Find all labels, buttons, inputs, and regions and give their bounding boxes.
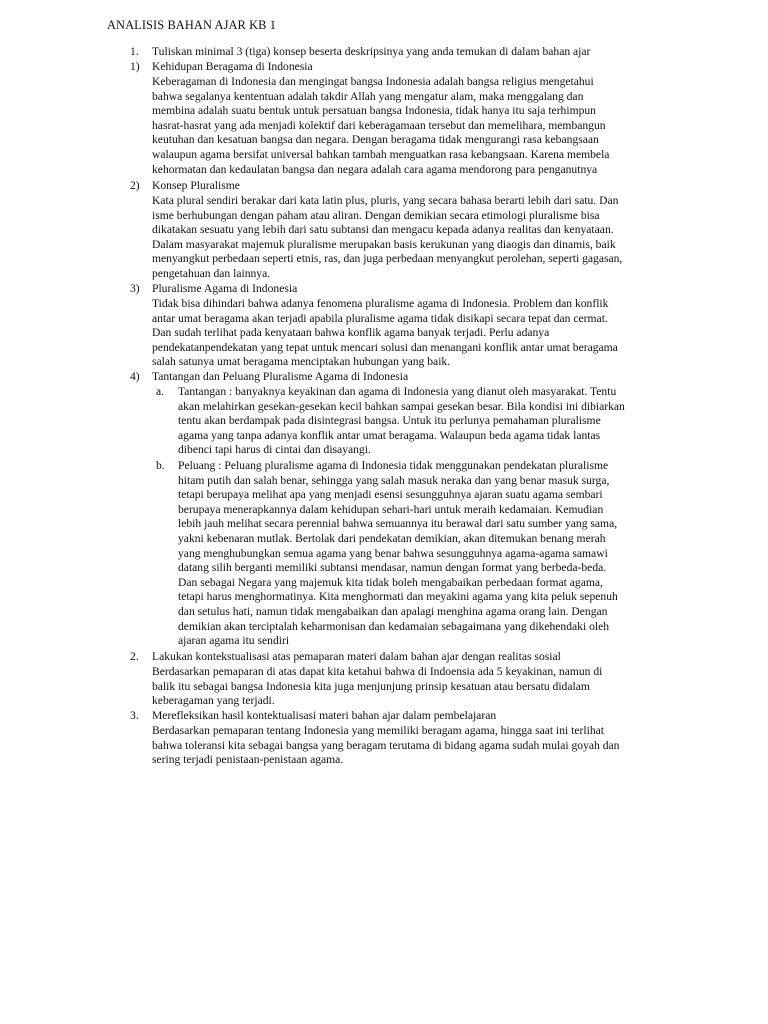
section-4b-body: Peluang : Peluang pluralisme agama di Indonesia tidak menggunakan pendekatan pluralisme hitam putih dan salah benar, sehingga yang salah masuk neraka dan yang benar masuk surga, tetapi berupaya melihat apa yang menjadi esensi sesungguhnya ajaran suatu agama sembari berupaya menerapkannya dalam kehidupan sehari-hari untuk meraih kedamaian. Kemudian lebih jauh melihat secara perennial bahwa semuannya itu berawal dari satu sumber yang sama, yakni kebenaran mutlak. Bertolak dari pendekatan demikian, akan ditemukan benang merah yang menghubungkan semua agama yang benar bahwa sesungguhnya agama-agama samawi datang silih berganti memiliki subtansi mendasar, namun dengan format yang berbeda-beda. Dan sebagai Negara yang majemuk kita tidak boleh mengabaikan perbedaan format agama, tetapi harus menghormatinya. Kita menghormati dan meyakini agama yang kita peluk sepenuh dan setulus hati, namun tidak mengabaikan dan apalagi menghina agama orang lain. Dengan demikian akan terciptalah keharmonisan dan kedamaian sebagaimana yang dikehendaki oleh ajaran agama itu sendiri — [178, 459, 618, 648]
question-3-number: 3. — [130, 709, 139, 722]
section-2-heading: Konsep Pluralisme — [152, 179, 240, 192]
section-4-heading: Tantangan dan Peluang Pluralisme Agama di Indonesia — [152, 370, 409, 383]
section-3-heading: Pluralisme Agama di Indonesia — [152, 282, 298, 295]
question-1-text: Tuliskan minimal 3 (tiga) konsep beserta deskripsinya yang anda temukan di dalam bahan ajar — [152, 45, 591, 58]
section-3-number: 3) — [130, 282, 140, 295]
section-1-heading: Kehidupan Beragama di Indonesia — [152, 60, 313, 73]
question-2-heading: Lakukan kontekstualisasi atas pemaparan materi dalam bahan ajar dengan realitas sosial — [152, 650, 561, 663]
document-title: ANALISIS BAHAN AJAR KB 1 — [107, 18, 277, 32]
question-3-heading: Merefleksikan hasil kontektualisasi materi bahan ajar dalam pembelajaran — [152, 709, 497, 722]
section-4a-body: Tantangan : banyaknya keyakinan dan agama di Indonesia yang dianut oleh masyarakat. Tentu akan melahirkan gesekan-gesekan kecil bahkan sampai gesekan besar. Bila kondisi ini dibiarkan tentu akan berdampak pada disintegrasi bangsa. Untuk itu perlunya pemahaman pluralisme agama yang tanpa adanya konflik antar umat beragama. Walaupun beda agama tidak lantas dibenci tapi harus di cintai dan disayangi. — [178, 385, 625, 457]
section-2-body: Kata plural sendiri berakar dari kata latin plus, pluris, yang secara bahasa berarti lebih dari satu. Dan isme berhubungan dengan paham atau aliran. Dengan demikian secara etimologi pluralisme bisa dikatakan sesuatu yang lebih dari satu subtansi dan mengacu kepada adanya realitas dan kenyataan. Dalam masyarakat majemuk pluralisme merupakan basis kerukunan yang diaogis dan dinamis, baik menyangkut perbedaan seperti etnis, ras, dan juga perbedaan menyangkut perolehan, seperti gagasan, pengetahuan dan lainnya. — [152, 194, 623, 280]
section-4b-marker: b. — [156, 459, 165, 472]
question-1-number: 1. — [130, 45, 139, 58]
section-1-body: Keberagaman di Indonesia dan mengingat bangsa Indonesia adalah bangsa religius mengetahui bahwa segalanya kententuan adalah takdir Allah yang mengatur alam, maka menggalang dan membina adalah suatu bentuk untuk persatuan bangsa Indonesia, tidak hanya itu saja terhimpun hasrat-hasrat yang ada menjadi kolektif dari keberagamaan tersebut dan memelihara, membangun keutuhan dan kesatuan bangsa dan negara. Dengan beragama tidak mengurangi rasa kebangsaan walaupun agama bersifat universal bahkan tambah menguatkan rasa kebangsaan. Karena membela kehormatan dan kedaulatan bangsa dan negara adalah cara agama mendorong para penganutnya — [152, 75, 610, 176]
question-2-number: 2. — [130, 650, 139, 663]
section-3-body: Tidak bisa dihindari bahwa adanya fenomena pluralisme agama di Indonesia. Problem dan konflik antar umat beragama akan terjadi apabila pluralisme agama tidak disikapi secara tepat dan cermat. Dan sudah terlihat pada kenyataan bahwa konflik agama banyak terjadi. Perlu adanya pendekatanpendekatan yang tepat untuk mencari solusi dan menangani konflik antar umat beragama salah satunya umat beragama menciptakan hubungan yang baik. — [152, 297, 618, 369]
section-2-number: 2) — [130, 179, 140, 192]
question-2-body: Berdasarkan pemaparan di atas dapat kita ketahui bahwa di Indoensia ada 5 keyakinan, namun di balik itu sebagai bangsa Indonesia kita juga menjunjung prinsip kesatuan atau bersatu didalam keberagaman yang terjadi. — [152, 665, 603, 708]
section-1-number: 1) — [130, 60, 140, 73]
question-3-body: Berdasarkan pemaparan tentang Indonesia yang memiliki beragam agama, hingga saat ini terlihat bahwa toleransi kita sebagai bangsa yang beragam terutama di bidang agama sudah mulai goyah dan sering terjadi penistaan-penistaan agama. — [152, 724, 620, 767]
section-4-number: 4) — [130, 370, 140, 383]
section-4a-marker: a. — [156, 385, 165, 398]
